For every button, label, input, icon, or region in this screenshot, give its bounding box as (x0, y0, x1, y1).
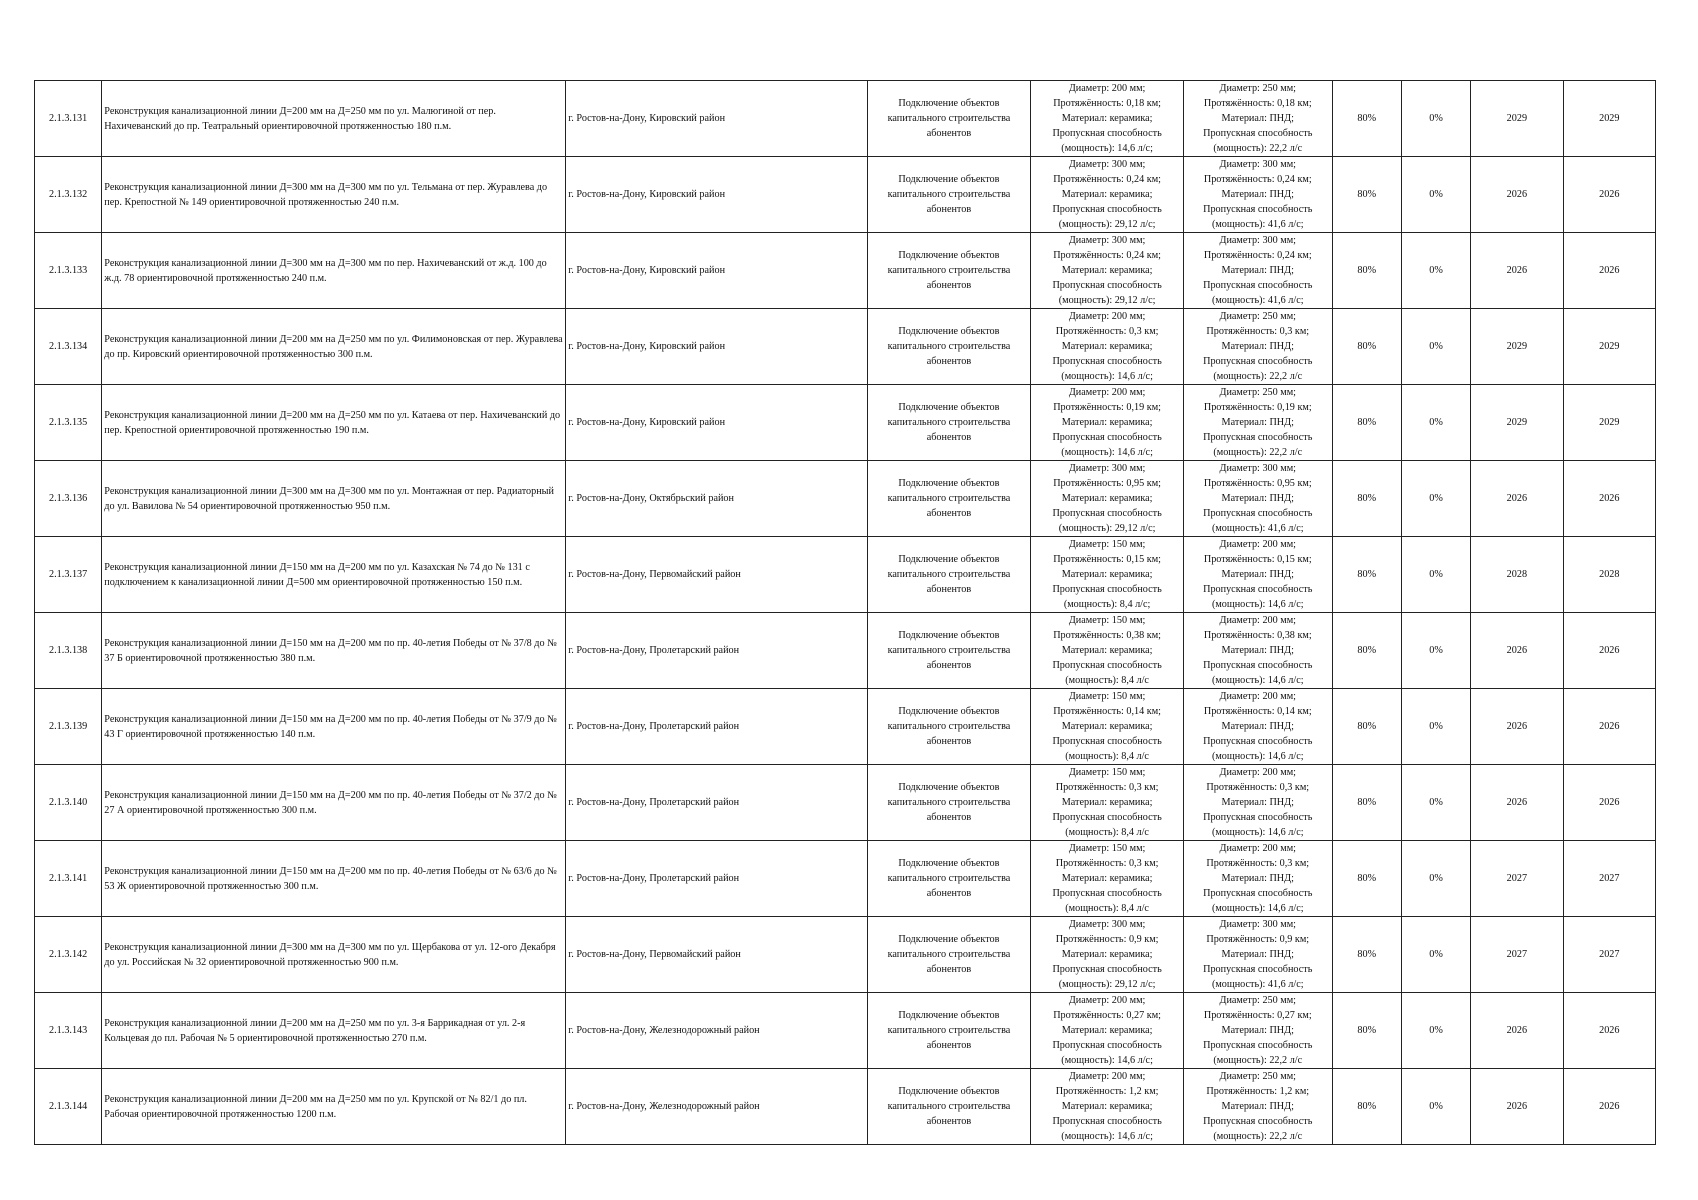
spec-line: Протяжённость: 0,3 км; (1206, 782, 1310, 793)
row-number-cell: 2.1.3.144 (35, 1069, 102, 1145)
spec-line: Протяжённость: 0,15 км; (1203, 554, 1312, 565)
sewer-reconstruction-table (34, 80, 1656, 1145)
spec-line: Пропускная способность (1203, 1116, 1313, 1127)
spec-line: Пропускная способность (1203, 888, 1313, 899)
description-cell: Реконструкция канализационной линии Д=300 мм на Д=300 мм по ул. Щербакова от ул. 12-ого Декабря до ул. Российская № 32 ориентировочной протяженностью 900 п.м. (102, 917, 566, 993)
spec-line: Диаметр: 200 мм; (1068, 1071, 1146, 1082)
spec-line: Протяжённость: 0,9 км; (1055, 934, 1159, 945)
spec-line: Материал: ПНД; (1221, 797, 1294, 808)
spec-line: (мощность): 14,6 л/с; (1061, 1055, 1153, 1066)
spec-after-cell (1183, 385, 1332, 461)
spec-line: Пропускная способность (1052, 1040, 1162, 1051)
percent-cell-1: 80% (1332, 157, 1401, 233)
spec-line: Диаметр: 300 мм; (1068, 159, 1146, 170)
percent-cell-2: 0% (1401, 613, 1470, 689)
spec-line: Материал: керамика; (1061, 189, 1153, 200)
spec-line: Диаметр: 300 мм; (1068, 463, 1146, 474)
percent-cell-2: 0% (1401, 993, 1470, 1069)
purpose-cell: Подключение объектов капитального строительства абонентов (867, 917, 1031, 993)
spec-line: Пропускная способность (1203, 204, 1313, 215)
spec-line: (мощность): 14,6 л/с; (1211, 599, 1304, 610)
spec-line: Диаметр: 200 мм; (1219, 691, 1296, 702)
spec-after-cell (1183, 309, 1332, 385)
spec-line: Протяжённость: 0,38 км; (1203, 630, 1312, 641)
spec-line: Пропускная способность (1203, 128, 1313, 139)
spec-before-cell (1031, 537, 1184, 613)
spec-line: Пропускная способность (1203, 508, 1313, 519)
spec-line: Протяжённость: 0,19 км; (1053, 402, 1162, 413)
spec-after-cell (1183, 765, 1332, 841)
spec-line: Материал: ПНД; (1221, 417, 1294, 428)
row-number-cell: 2.1.3.136 (35, 461, 102, 537)
year-end-cell: 2026 (1563, 461, 1655, 537)
spec-after-cell (1183, 157, 1332, 233)
description-cell: Реконструкция канализационной линии Д=300 мм на Д=300 мм по ул. Тельмана от пер. Журавлева до пер. Крепостной № 149 ориентировочной протяженностью 240 п.м. (102, 157, 566, 233)
table-row (35, 233, 1656, 309)
description-cell: Реконструкция канализационной линии Д=200 мм на Д=250 мм по ул. 3-я Баррикадная от ул. 2-я Кольцевая до пл. Рабочая № 5 ориентировочной протяженностью 270 п.м. (102, 993, 566, 1069)
row-number-cell: 2.1.3.134 (35, 309, 102, 385)
description-cell: Реконструкция канализационной линии Д=200 мм на Д=250 мм по ул. Катаева от пер. Нахичеванский до пер. Крепостной ориентировочной протяженностью 190 п.м. (102, 385, 566, 461)
spec-after-cell (1183, 233, 1332, 309)
spec-after-cell (1183, 689, 1332, 765)
year-end-cell: 2026 (1563, 233, 1655, 309)
year-start-cell: 2027 (1471, 917, 1563, 993)
location-cell: г. Ростов-на-Дону, Пролетарский район (566, 689, 867, 765)
spec-line: (мощность): 8,4 л/с (1065, 751, 1149, 762)
spec-line: Пропускная способность (1052, 812, 1162, 823)
row-number-cell: 2.1.3.141 (35, 841, 102, 917)
purpose-cell: Подключение объектов капитального строительства абонентов (867, 613, 1031, 689)
year-end-cell: 2029 (1563, 385, 1655, 461)
spec-line: Протяжённость: 0,14 км; (1203, 706, 1312, 717)
spec-line: Пропускная способность (1203, 660, 1313, 671)
percent-cell-1: 80% (1332, 233, 1401, 309)
percent-cell-1: 80% (1332, 309, 1401, 385)
spec-line: (мощность): 14,6 л/с; (1211, 827, 1304, 838)
spec-line: Протяжённость: 0,24 км; (1203, 250, 1312, 261)
spec-before-cell (1031, 689, 1184, 765)
location-cell: г. Ростов-на-Дону, Кировский район (566, 385, 867, 461)
spec-line: Пропускная способность (1052, 280, 1162, 291)
spec-line: (мощность): 14,6 л/с; (1211, 675, 1304, 686)
spec-line: Протяжённость: 0,24 км; (1203, 174, 1312, 185)
spec-line: Материал: керамика; (1061, 113, 1153, 124)
row-number-cell: 2.1.3.131 (35, 81, 102, 157)
spec-line: Пропускная способность (1203, 432, 1313, 443)
description-cell: Реконструкция канализационной линии Д=300 мм на Д=300 мм по пер. Нахичеванский от ж.д. 100 до ж.д. 78 ориентировочной протяженностью 240 п.м. (102, 233, 566, 309)
spec-before-cell (1031, 613, 1184, 689)
row-number-cell: 2.1.3.140 (35, 765, 102, 841)
percent-cell-1: 80% (1332, 613, 1401, 689)
spec-line: (мощность): 29,12 л/с; (1058, 295, 1156, 306)
spec-line: Протяжённость: 0,95 км; (1203, 478, 1312, 489)
year-start-cell: 2026 (1471, 689, 1563, 765)
percent-cell-1: 80% (1332, 461, 1401, 537)
spec-line: (мощность): 29,12 л/с; (1058, 979, 1156, 990)
spec-line: Диаметр: 250 мм; (1219, 1071, 1296, 1082)
spec-line: (мощность): 14,6 л/с; (1061, 371, 1153, 382)
description-cell: Реконструкция канализационной линии Д=150 мм на Д=200 мм по ул. Казахская № 74 до № 131 с подключением к канализационной линии Д=500 мм ориентировочной протяженностью 150 п.м. (102, 537, 566, 613)
spec-line: Материал: керамика; (1061, 873, 1153, 884)
row-number-cell: 2.1.3.132 (35, 157, 102, 233)
spec-line: (мощность): 22,2 л/с (1213, 143, 1303, 154)
spec-line: (мощность): 41,6 л/с; (1211, 523, 1304, 534)
location-cell: г. Ростов-на-Дону, Железнодорожный район (566, 993, 867, 1069)
spec-line: Протяжённость: 0,9 км; (1206, 934, 1310, 945)
purpose-cell: Подключение объектов капитального строительства абонентов (867, 157, 1031, 233)
location-cell: г. Ростов-на-Дону, Первомайский район (566, 917, 867, 993)
spec-line: Материал: керамика; (1061, 265, 1153, 276)
spec-line: Материал: ПНД; (1221, 189, 1294, 200)
table-body (35, 81, 1656, 1145)
location-cell: г. Ростов-на-Дону, Кировский район (566, 309, 867, 385)
spec-line: Пропускная способность (1203, 356, 1313, 367)
table-row (35, 993, 1656, 1069)
row-number-cell: 2.1.3.139 (35, 689, 102, 765)
description-cell: Реконструкция канализационной линии Д=200 мм на Д=250 мм по ул. Филимоновская от пер. Журавлева до пр. Кировский ориентировочной протяженностью 300 п.м. (102, 309, 566, 385)
spec-line: Пропускная способность (1052, 964, 1162, 975)
year-start-cell: 2026 (1471, 157, 1563, 233)
spec-line: (мощность): 29,12 л/с; (1058, 523, 1156, 534)
year-end-cell: 2027 (1563, 917, 1655, 993)
row-number-cell: 2.1.3.138 (35, 613, 102, 689)
spec-line: Пропускная способность (1052, 204, 1162, 215)
spec-line: Диаметр: 150 мм; (1068, 843, 1146, 854)
row-number-cell: 2.1.3.143 (35, 993, 102, 1069)
percent-cell-2: 0% (1401, 537, 1470, 613)
spec-line: Материал: ПНД; (1221, 265, 1294, 276)
spec-line: Материал: керамика; (1061, 417, 1153, 428)
purpose-cell: Подключение объектов капитального строительства абонентов (867, 765, 1031, 841)
spec-line: Пропускная способность (1052, 128, 1162, 139)
table-row (35, 689, 1656, 765)
year-start-cell: 2026 (1471, 461, 1563, 537)
percent-cell-1: 80% (1332, 537, 1401, 613)
table-row (35, 385, 1656, 461)
spec-line: Диаметр: 200 мм; (1219, 539, 1296, 550)
percent-cell-1: 80% (1332, 765, 1401, 841)
description-cell: Реконструкция канализационной линии Д=150 мм на Д=200 мм по пр. 40-летия Победы от № 37/9 до № 43 Г ориентировочной протяженностью 140 п.м. (102, 689, 566, 765)
row-number-cell: 2.1.3.142 (35, 917, 102, 993)
spec-line: Диаметр: 150 мм; (1068, 767, 1146, 778)
spec-line: Диаметр: 200 мм; (1219, 767, 1296, 778)
location-cell: г. Ростов-на-Дону, Пролетарский район (566, 765, 867, 841)
spec-line: Протяжённость: 0,18 км; (1053, 98, 1162, 109)
location-cell: г. Ростов-на-Дону, Пролетарский район (566, 841, 867, 917)
spec-after-cell (1183, 461, 1332, 537)
percent-cell-2: 0% (1401, 157, 1470, 233)
percent-cell-2: 0% (1401, 1069, 1470, 1145)
spec-line: Материал: керамика; (1061, 341, 1153, 352)
spec-line: Материал: керамика; (1061, 1101, 1153, 1112)
location-cell: г. Ростов-на-Дону, Железнодорожный район (566, 1069, 867, 1145)
spec-line: Материал: керамика; (1061, 569, 1153, 580)
year-end-cell: 2026 (1563, 765, 1655, 841)
spec-after-cell (1183, 81, 1332, 157)
description-cell: Реконструкция канализационной линии Д=150 мм на Д=200 мм по пр. 40-летия Победы от № 37/8 до № 37 Б ориентировочной протяженностью 380 п.м. (102, 613, 566, 689)
spec-line: Протяжённость: 0,19 км; (1203, 402, 1312, 413)
spec-line: Протяжённость: 0,14 км; (1053, 706, 1162, 717)
description-cell: Реконструкция канализационной линии Д=200 мм на Д=250 мм по ул. Крупской от № 82/1 до пл. Рабочая ориентировочной протяженностью 1200 п.м. (102, 1069, 566, 1145)
spec-line: Диаметр: 300 мм; (1219, 159, 1296, 170)
spec-before-cell (1031, 385, 1184, 461)
spec-line: Протяжённость: 0,3 км; (1055, 858, 1159, 869)
spec-line: Материал: ПНД; (1221, 873, 1294, 884)
spec-line: Пропускная способность (1203, 736, 1313, 747)
spec-line: Диаметр: 200 мм; (1219, 843, 1296, 854)
percent-cell-2: 0% (1401, 689, 1470, 765)
percent-cell-1: 80% (1332, 1069, 1401, 1145)
year-end-cell: 2029 (1563, 309, 1655, 385)
spec-line: (мощность): 41,6 л/с; (1211, 295, 1304, 306)
year-start-cell: 2029 (1471, 81, 1563, 157)
purpose-cell: Подключение объектов капитального строительства абонентов (867, 1069, 1031, 1145)
spec-line: Диаметр: 250 мм; (1219, 311, 1296, 322)
spec-line: Материал: ПНД; (1221, 569, 1294, 580)
spec-line: Пропускная способность (1052, 736, 1162, 747)
location-cell: г. Ростов-на-Дону, Первомайский район (566, 537, 867, 613)
year-end-cell: 2027 (1563, 841, 1655, 917)
year-start-cell: 2026 (1471, 993, 1563, 1069)
table-row (35, 765, 1656, 841)
description-cell: Реконструкция канализационной линии Д=200 мм на Д=250 мм по ул. Малюгиной от пер. Нахичеванский до пр. Театральный ориентировочной протяженностью 180 п.м. (102, 81, 566, 157)
year-end-cell: 2026 (1563, 157, 1655, 233)
spec-line: (мощность): 22,2 л/с (1213, 447, 1303, 458)
table-row (35, 157, 1656, 233)
spec-line: Протяжённость: 0,15 км; (1053, 554, 1162, 565)
percent-cell-2: 0% (1401, 309, 1470, 385)
spec-line: Диаметр: 200 мм; (1068, 387, 1146, 398)
year-end-cell: 2029 (1563, 81, 1655, 157)
spec-line: Диаметр: 300 мм; (1219, 235, 1296, 246)
year-start-cell: 2029 (1471, 385, 1563, 461)
spec-line: Протяжённость: 0,27 км; (1203, 1010, 1312, 1021)
spec-line: Материал: ПНД; (1221, 1101, 1294, 1112)
spec-line: Пропускная способность (1052, 660, 1162, 671)
spec-line: Протяжённость: 1,2 км; (1206, 1086, 1310, 1097)
spec-line: Пропускная способность (1203, 280, 1313, 291)
percent-cell-1: 80% (1332, 385, 1401, 461)
spec-line: Пропускная способность (1203, 1040, 1313, 1051)
year-start-cell: 2028 (1471, 537, 1563, 613)
year-start-cell: 2026 (1471, 233, 1563, 309)
spec-line: Диаметр: 200 мм; (1068, 311, 1146, 322)
spec-line: Диаметр: 200 мм; (1068, 995, 1146, 1006)
spec-line: Материал: ПНД; (1221, 341, 1294, 352)
year-start-cell: 2026 (1471, 613, 1563, 689)
year-start-cell: 2026 (1471, 1069, 1563, 1145)
spec-line: (мощность): 14,6 л/с; (1061, 143, 1153, 154)
spec-line: (мощность): 14,6 л/с; (1061, 1131, 1153, 1142)
spec-line: Диаметр: 150 мм; (1068, 691, 1146, 702)
spec-before-cell (1031, 1069, 1184, 1145)
spec-line: Диаметр: 300 мм; (1219, 463, 1296, 474)
spec-line: Протяжённость: 0,24 км; (1053, 250, 1162, 261)
spec-before-cell (1031, 309, 1184, 385)
percent-cell-2: 0% (1401, 765, 1470, 841)
spec-line: Диаметр: 300 мм; (1219, 919, 1296, 930)
spec-line: Материал: керамика; (1061, 493, 1153, 504)
spec-line: Пропускная способность (1052, 1116, 1162, 1127)
row-number-cell: 2.1.3.137 (35, 537, 102, 613)
year-end-cell: 2028 (1563, 537, 1655, 613)
description-cell: Реконструкция канализационной линии Д=300 мм на Д=300 мм по ул. Монтажная от пер. Радиаторный до ул. Вавилова № 54 ориентировочной протяженностью 950 п.м. (102, 461, 566, 537)
purpose-cell: Подключение объектов капитального строительства абонентов (867, 841, 1031, 917)
percent-cell-2: 0% (1401, 385, 1470, 461)
spec-line: Диаметр: 250 мм; (1219, 83, 1296, 94)
purpose-cell: Подключение объектов капитального строительства абонентов (867, 461, 1031, 537)
spec-line: Материал: керамика; (1061, 721, 1153, 732)
year-end-cell: 2026 (1563, 613, 1655, 689)
percent-cell-2: 0% (1401, 841, 1470, 917)
spec-line: Диаметр: 250 мм; (1219, 995, 1296, 1006)
description-cell: Реконструкция канализационной линии Д=150 мм на Д=200 мм по пр. 40-летия Победы от № 63/6 до № 53 Ж ориентировочной протяженностью 300 п.м. (102, 841, 566, 917)
spec-line: Пропускная способность (1052, 432, 1162, 443)
purpose-cell: Подключение объектов капитального строительства абонентов (867, 689, 1031, 765)
spec-line: Протяжённость: 0,38 км; (1053, 630, 1162, 641)
percent-cell-2: 0% (1401, 233, 1470, 309)
row-number-cell: 2.1.3.135 (35, 385, 102, 461)
spec-line: (мощность): 8,4 л/с (1065, 827, 1149, 838)
spec-line: Пропускная способность (1203, 584, 1313, 595)
spec-line: Пропускная способность (1052, 584, 1162, 595)
table-row (35, 917, 1656, 993)
table-row (35, 613, 1656, 689)
spec-after-cell (1183, 993, 1332, 1069)
spec-line: Протяжённость: 1,2 км; (1055, 1086, 1159, 1097)
spec-line: Протяжённость: 0,18 км; (1203, 98, 1312, 109)
spec-after-cell (1183, 1069, 1332, 1145)
spec-after-cell (1183, 841, 1332, 917)
spec-line: Диаметр: 150 мм; (1068, 539, 1146, 550)
spec-after-cell (1183, 613, 1332, 689)
spec-line: Материал: керамика; (1061, 645, 1153, 656)
spec-line: Диаметр: 300 мм; (1068, 919, 1146, 930)
percent-cell-1: 80% (1332, 917, 1401, 993)
spec-line: Материал: ПНД; (1221, 645, 1294, 656)
spec-line: Диаметр: 150 мм; (1068, 615, 1146, 626)
spec-line: (мощность): 8,4 л/с (1065, 675, 1149, 686)
spec-line: Протяжённость: 0,24 км; (1053, 174, 1162, 185)
spec-line: (мощность): 29,12 л/с; (1058, 219, 1156, 230)
purpose-cell: Подключение объектов капитального строительства абонентов (867, 385, 1031, 461)
spec-line: Материал: ПНД; (1221, 721, 1294, 732)
spec-before-cell (1031, 993, 1184, 1069)
table-row (35, 841, 1656, 917)
table-row (35, 81, 1656, 157)
spec-line: (мощность): 22,2 л/с (1213, 1055, 1303, 1066)
location-cell: г. Ростов-на-Дону, Октябрьский район (566, 461, 867, 537)
percent-cell-1: 80% (1332, 841, 1401, 917)
location-cell: г. Ростов-на-Дону, Кировский район (566, 157, 867, 233)
spec-line: Протяжённость: 0,3 км; (1055, 782, 1159, 793)
spec-before-cell (1031, 157, 1184, 233)
spec-line: Диаметр: 200 мм; (1219, 615, 1296, 626)
percent-cell-1: 80% (1332, 81, 1401, 157)
spec-line: Материал: ПНД; (1221, 493, 1294, 504)
spec-line: (мощность): 41,6 л/с; (1211, 979, 1304, 990)
spec-line: (мощность): 14,6 л/с; (1061, 447, 1153, 458)
spec-before-cell (1031, 917, 1184, 993)
spec-before-cell (1031, 765, 1184, 841)
spec-line: (мощность): 14,6 л/с; (1211, 903, 1304, 914)
spec-before-cell (1031, 841, 1184, 917)
spec-line: (мощность): 22,2 л/с (1213, 1131, 1303, 1142)
location-cell: г. Ростов-на-Дону, Кировский район (566, 233, 867, 309)
year-start-cell: 2029 (1471, 309, 1563, 385)
percent-cell-2: 0% (1401, 917, 1470, 993)
spec-line: Протяжённость: 0,27 км; (1053, 1010, 1162, 1021)
location-cell: г. Ростов-на-Дону, Пролетарский район (566, 613, 867, 689)
table-row (35, 1069, 1656, 1145)
percent-cell-2: 0% (1401, 461, 1470, 537)
spec-line: Материал: керамика; (1061, 949, 1153, 960)
percent-cell-1: 80% (1332, 993, 1401, 1069)
table-row (35, 309, 1656, 385)
spec-line: Диаметр: 250 мм; (1219, 387, 1296, 398)
spec-line: Протяжённость: 0,3 км; (1055, 326, 1159, 337)
year-start-cell: 2027 (1471, 841, 1563, 917)
spec-line: Протяжённость: 0,95 км; (1053, 478, 1162, 489)
description-cell: Реконструкция канализационной линии Д=150 мм на Д=200 мм по пр. 40-летия Победы от № 37/2 до № 27 А ориентировочной протяженностью 300 п.м. (102, 765, 566, 841)
year-end-cell: 2026 (1563, 993, 1655, 1069)
spec-line: (мощность): 22,2 л/с (1213, 371, 1303, 382)
purpose-cell: Подключение объектов капитального строительства абонентов (867, 309, 1031, 385)
spec-line: Материал: ПНД; (1221, 113, 1294, 124)
purpose-cell: Подключение объектов капитального строительства абонентов (867, 81, 1031, 157)
year-end-cell: 2026 (1563, 1069, 1655, 1145)
spec-line: (мощность): 8,4 л/с; (1063, 599, 1151, 610)
spec-line: Материал: керамика; (1061, 797, 1153, 808)
year-end-cell: 2026 (1563, 689, 1655, 765)
spec-after-cell (1183, 917, 1332, 993)
spec-line: Материал: ПНД; (1221, 1025, 1294, 1036)
spec-line: Протяжённость: 0,3 км; (1206, 858, 1310, 869)
spec-line: Пропускная способность (1052, 508, 1162, 519)
purpose-cell: Подключение объектов капитального строительства абонентов (867, 993, 1031, 1069)
spec-line: Диаметр: 200 мм; (1068, 83, 1146, 94)
spec-line: Протяжённость: 0,3 км; (1206, 326, 1310, 337)
spec-line: Пропускная способность (1052, 356, 1162, 367)
spec-line: (мощность): 14,6 л/с; (1211, 751, 1304, 762)
spec-line: (мощность): 41,6 л/с; (1211, 219, 1304, 230)
spec-before-cell (1031, 81, 1184, 157)
purpose-cell: Подключение объектов капитального строительства абонентов (867, 233, 1031, 309)
spec-line: Диаметр: 300 мм; (1068, 235, 1146, 246)
location-cell: г. Ростов-на-Дону, Кировский район (566, 81, 867, 157)
spec-line: Пропускная способность (1052, 888, 1162, 899)
table-row (35, 537, 1656, 613)
spec-line: Пропускная способность (1203, 812, 1313, 823)
spec-line: Пропускная способность (1203, 964, 1313, 975)
spec-line: (мощность): 8,4 л/с (1065, 903, 1149, 914)
spec-after-cell (1183, 537, 1332, 613)
row-number-cell: 2.1.3.133 (35, 233, 102, 309)
purpose-cell: Подключение объектов капитального строительства абонентов (867, 537, 1031, 613)
spec-before-cell (1031, 461, 1184, 537)
spec-line: Материал: керамика; (1061, 1025, 1153, 1036)
year-start-cell: 2026 (1471, 765, 1563, 841)
spec-before-cell (1031, 233, 1184, 309)
percent-cell-2: 0% (1401, 81, 1470, 157)
table-row (35, 461, 1656, 537)
percent-cell-1: 80% (1332, 689, 1401, 765)
spec-line: Материал: ПНД; (1221, 949, 1294, 960)
